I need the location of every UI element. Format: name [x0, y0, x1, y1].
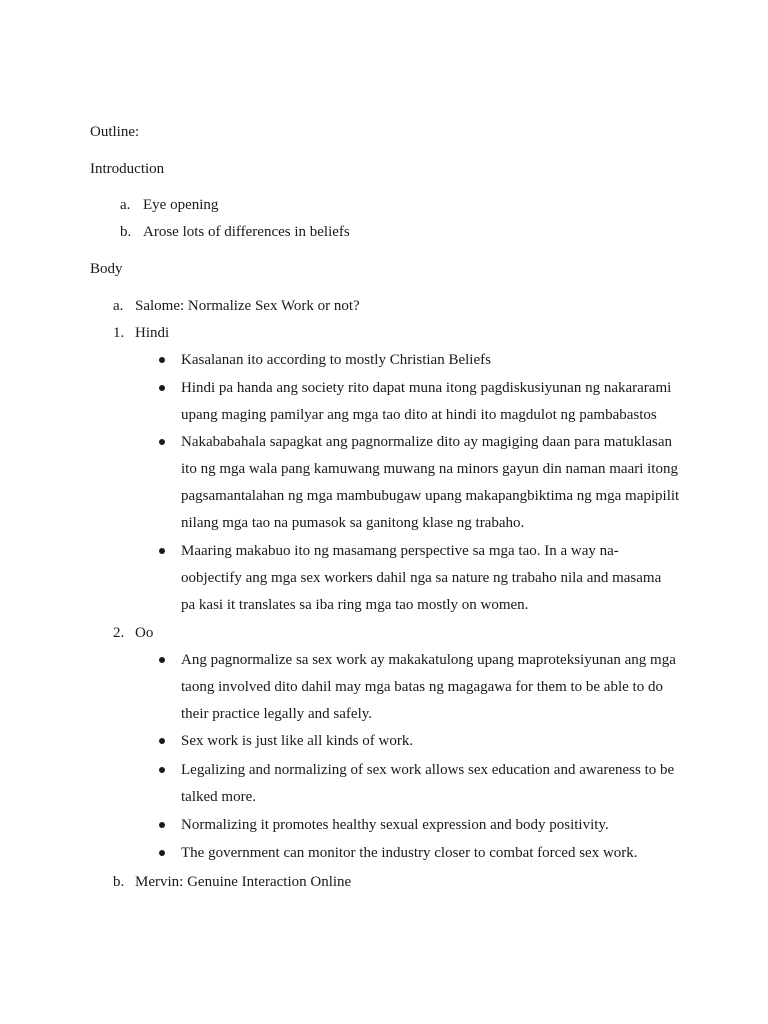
body-item-a-marker: a. — [113, 298, 124, 314]
point-2-marker: 2. — [113, 625, 125, 641]
bullet-oo-3: Legalizing and normalizing of sex work allows sex education and awareness to be talked more. — [181, 762, 675, 805]
outline-heading: Outline: — [90, 124, 140, 140]
intro-item-a-text: Eye opening — [143, 197, 219, 213]
bullet-dot — [159, 385, 165, 391]
bullet-dot — [159, 357, 165, 363]
body-item-b-text: Mervin: Genuine Interaction Online — [135, 874, 352, 890]
intro-item-b-marker: b. — [120, 224, 132, 240]
introduction-heading: Introduction — [90, 161, 165, 177]
bullet-dot — [159, 767, 165, 773]
intro-item-b-text: Arose lots of differences in beliefs — [143, 224, 350, 240]
point-1-marker: 1. — [113, 325, 125, 341]
bullet-hindi-4: Maaring makabuo ito ng masamang perspective sa mga tao. In a way na-oobjectify ang mga sex workers dahil nga sa nature ng trabaho nila and masama pa kasi it translates sa iba ring mga tao mostly on women. — [181, 543, 662, 613]
bullet-dot — [159, 548, 165, 554]
bullet-hindi-1: Kasalanan ito according to mostly Christian Beliefs — [181, 352, 491, 368]
intro-item-a-marker: a. — [120, 197, 131, 213]
bullet-oo-1: Ang pagnormalize sa sex work ay makakatulong upang maproteksiyunan ang mga taong involved dito dahil may mga batas ng magagawa for them to be able to do their practice legally and safely. — [181, 652, 676, 722]
bullet-dot — [159, 657, 165, 663]
point-2-text: Oo — [135, 625, 154, 641]
bullet-hindi-3: Nakababahala sapagkat ang pagnormalize dito ay magiging daan para matuklasan ito ng mga wala pang kamuwang muwang na minors gayun din naman maari itong pagsamantalahan ng mga mambubugaw upang makapangbiktima ng mga mapipilit nilang mga tao na pumasok sa ganitong klase ng trabaho. — [181, 434, 680, 531]
bullet-oo-4: Normalizing it promotes healthy sexual expression and body positivity. — [181, 817, 609, 833]
body-heading: Body — [90, 261, 123, 277]
bullet-hindi-2: Hindi pa handa ang society rito dapat muna itong pagdiskusiyunan ng nakararami upang maging pamilyar ang mga tao dito at hindi ito magdulot ng pambabastos — [181, 380, 672, 423]
point-1-text: Hindi — [135, 325, 170, 341]
bullet-dot — [159, 439, 165, 445]
bullet-oo-5: The government can monitor the industry closer to combat forced sex work. — [181, 845, 638, 861]
body-item-a-text: Salome: Normalize Sex Work or not? — [135, 298, 360, 314]
bullet-dot — [159, 738, 165, 744]
bullet-dot — [159, 850, 165, 856]
body-item-b-marker: b. — [113, 874, 125, 890]
bullet-dot — [159, 822, 165, 828]
bullet-oo-2: Sex work is just like all kinds of work. — [181, 733, 414, 749]
